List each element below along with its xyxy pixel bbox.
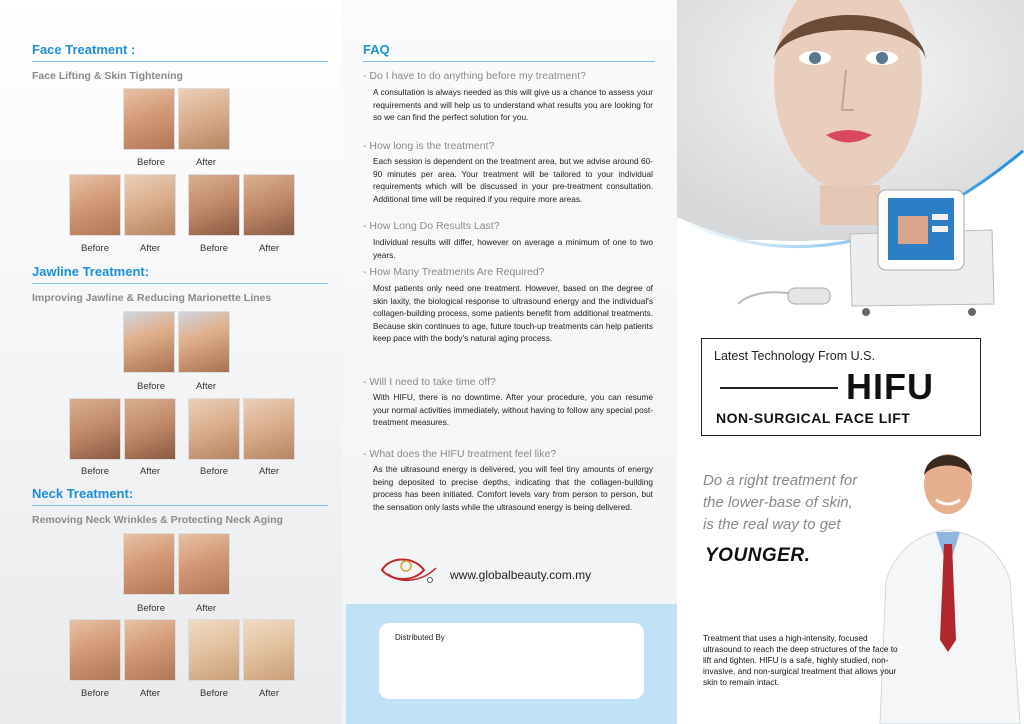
hifu-description: Treatment that uses a high-intensity, focused ultrasound to reach the deep structures of the face to lift and tighten. HIFU is a safe, highly studied, non-invasive, and non-surgical treatment that allows your skin to remain intact.: [703, 633, 898, 687]
faq-answer: Most patients only need one treatment. However, based on the degree of skin laxity, the biological response to ultrasound energy and the individual's collagen-building process, some patients benefit from additional treatments. Because skin continues to age, future touch-up treatments can help patients keep pace with the body's natural aging process.: [373, 283, 653, 343]
caption: Before: [81, 466, 109, 477]
tagline: Latest Technology From U.S.: [714, 349, 875, 363]
faq-question: - How Long Do Results Last?: [363, 220, 500, 232]
hifu-subtitle: NON-SURGICAL FACE LIFT: [716, 410, 911, 426]
jawline-after-photo: [124, 398, 176, 460]
faq-question: - Do I have to do anything before my treatment?: [363, 70, 586, 82]
section-divider: [32, 283, 328, 284]
neck-before-photo: [188, 619, 240, 681]
faq-answer: As the ultrasound energy is delivered, you will feel tiny amounts of energy being deposited to precise depths, indicating that the collagen-building process has been initiated. Comfort levels vary from person to person, but the sensation only lasts while the ultrasound energy is being delivered.: [373, 464, 653, 512]
hifu-title: HIFU: [846, 366, 934, 407]
faq-question: - What does the HIFU treatment feel like?: [363, 448, 557, 460]
face-before-photo: [123, 88, 175, 150]
section-divider: [32, 505, 328, 506]
website-link[interactable]: www.globalbeauty.com.my: [450, 568, 592, 582]
faq-answer: With HIFU, there is no downtime. After your procedure, you can resume your normal activities immediately, without having to follow any special post-treatment measures.: [373, 392, 653, 427]
section-divider: [363, 61, 655, 62]
section-divider: [32, 61, 328, 62]
face-after-photo: [178, 88, 230, 150]
caption: Before: [81, 243, 109, 254]
faq-answer: Each session is dependent on the treatment area, but we advise around 60-90 minutes per area. Your treatment will be tailored to your individual requirements which will be discussed in your pre-treatment consultation. Additional time will be required if you require more areas.: [373, 156, 653, 204]
caption: Before: [200, 688, 228, 699]
jawline-before-photo: [123, 311, 175, 373]
title-rule: [720, 387, 838, 389]
caption: Before: [137, 381, 165, 392]
logo-icon: [378, 552, 444, 586]
faq-answer: Individual results will differ, however on average a minimum of one to two years.: [373, 237, 653, 260]
neck-treatment-subtitle: Removing Neck Wrinkles & Protecting Neck Aging: [32, 514, 283, 526]
distributed-by-label: Distributed By: [395, 633, 445, 642]
jawline-treatment-title: Jawline Treatment:: [32, 264, 150, 279]
caption: After: [195, 157, 217, 168]
jawline-after-photo: [243, 398, 295, 460]
jawline-before-photo: [188, 398, 240, 460]
caption: After: [258, 688, 280, 699]
faq-question: - How long is the treatment?: [363, 140, 495, 152]
neck-treatment-title: Neck Treatment:: [32, 486, 134, 501]
caption: After: [258, 466, 280, 477]
slogan-line: is the real way to get: [703, 516, 841, 533]
caption: After: [258, 243, 280, 254]
younger-headline: YOUNGER.: [705, 545, 811, 566]
slogan-line: the lower-base of skin,: [703, 494, 853, 511]
caption: Before: [81, 688, 109, 699]
caption: After: [139, 466, 161, 477]
caption: Before: [137, 157, 165, 168]
face-before-photo: [69, 174, 121, 236]
face-treatment-title: Face Treatment :: [32, 42, 136, 57]
face-after-photo: [124, 174, 176, 236]
caption: Before: [200, 243, 228, 254]
slogan-line: Do a right treatment for: [703, 472, 858, 489]
device-icon: [728, 184, 1000, 324]
jawline-before-photo: [69, 398, 121, 460]
faq-question: - How Many Treatments Are Required?: [363, 266, 545, 278]
caption: After: [195, 603, 217, 614]
face-after-photo: [243, 174, 295, 236]
caption: Before: [200, 466, 228, 477]
neck-after-photo: [178, 533, 230, 595]
jawline-treatment-subtitle: Improving Jawline & Reducing Marionette Lines: [32, 292, 272, 304]
faq-title: FAQ: [363, 42, 390, 57]
neck-before-photo: [69, 619, 121, 681]
faq-answer: A consultation is always needed as this will give us a chance to assess your requirements and will help us to understand what results you are looking for so we can find the perfect solution for you.: [373, 87, 653, 122]
caption: After: [139, 243, 161, 254]
caption: After: [195, 381, 217, 392]
caption: After: [139, 688, 161, 699]
faq-question: - Will I need to take time off?: [363, 376, 496, 388]
neck-before-photo: [123, 533, 175, 595]
neck-after-photo: [243, 619, 295, 681]
jawline-after-photo: [178, 311, 230, 373]
face-before-photo: [188, 174, 240, 236]
caption: Before: [137, 603, 165, 614]
face-treatment-subtitle: Face Lifting & Skin Tightening: [32, 70, 183, 82]
neck-after-photo: [124, 619, 176, 681]
